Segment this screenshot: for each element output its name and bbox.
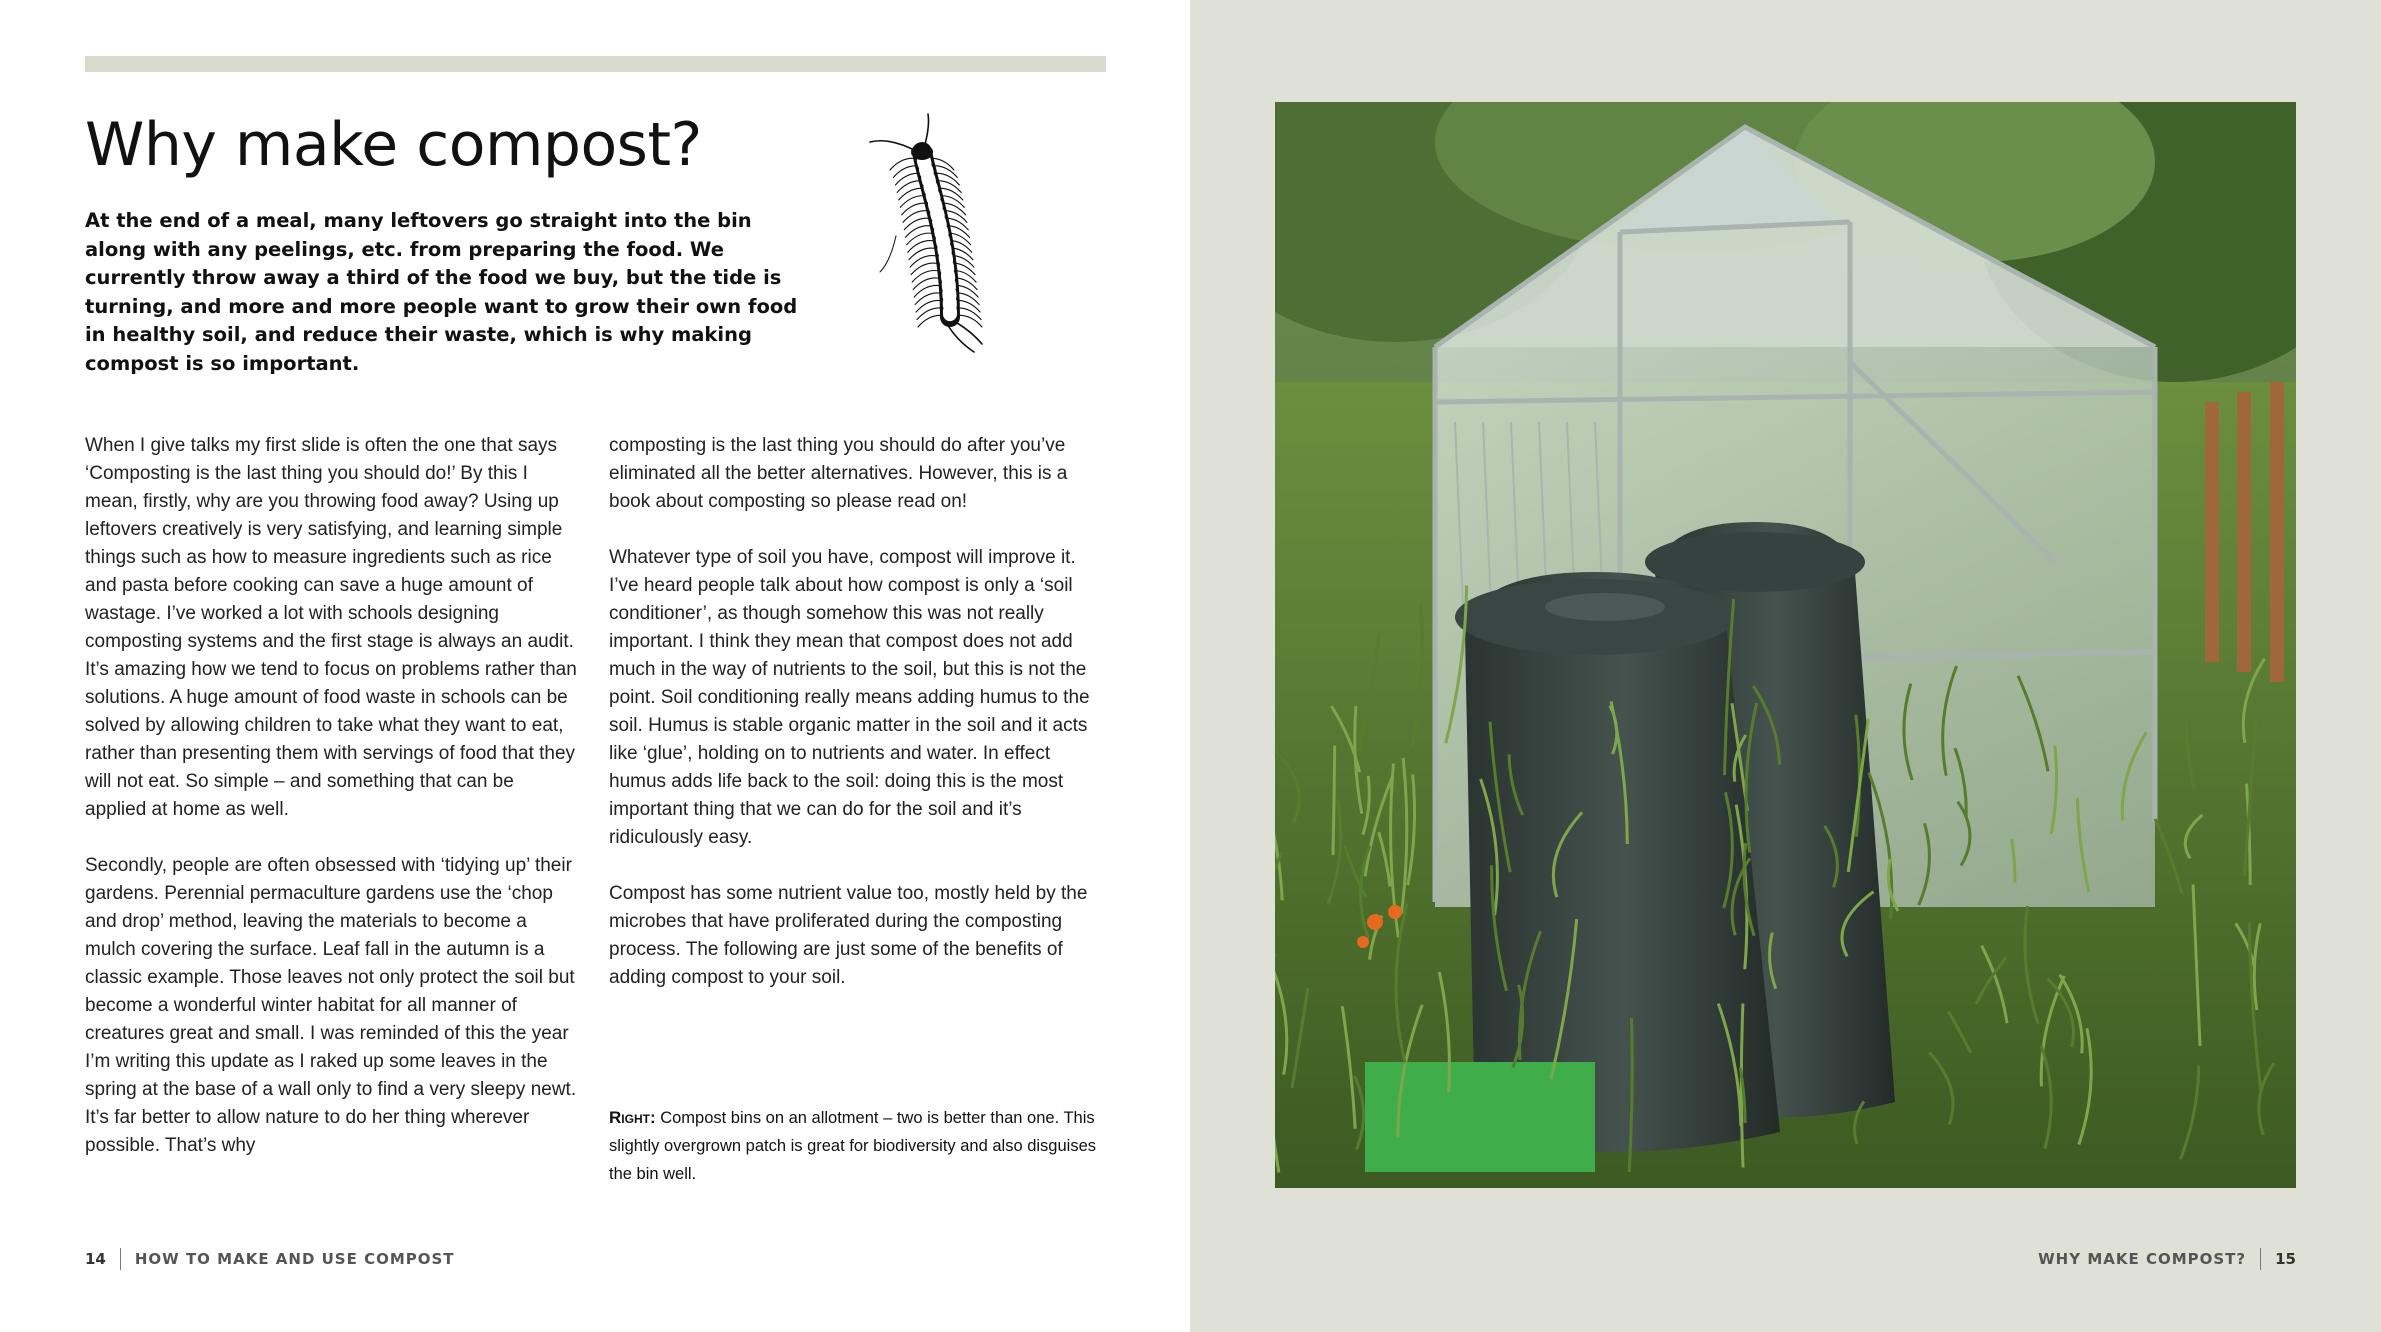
running-head: WHY MAKE COMPOST? [2038, 1250, 2247, 1268]
body-paragraph: Secondly, people are often obsessed with ‘tidying up’ their gardens. Perennial permaculture gardens use the ‘chop and drop’ method, leaving the materials to become a mulch covering the surface. Leaf fall in the autumn is a classic example. Those leaves not only protect the soil but become a wonderful winter habitat for all manner of creatures great and small. I was reminded of this the year I’m writing this update as I raked up some leaves in the spring at the base of a wall only to find a very sleepy newt. It’s far better to allow nature to do her thing wherever possible. That’s why [85, 855, 577, 1156]
photo-caption [609, 1104, 1109, 1188]
page-number: 15 [2275, 1250, 2296, 1268]
compost-bins-greenhouse-photo [1275, 102, 2296, 1188]
body-column-2 [609, 432, 1104, 1020]
body-paragraph: composting is the last thing you should do after you’ve eliminated all the better alternatives. However, this is a book about composting so please read on! [609, 435, 1068, 512]
page-number: 14 [85, 1250, 106, 1268]
footer-divider [2260, 1248, 2261, 1270]
caption-text: Compost bins on an allotment – two is better than one. This slightly overgrown patch is great for biodiversity and also disguises the bin well. [609, 1109, 1096, 1183]
centipede-illustration-icon [860, 112, 1020, 357]
top-rule [85, 56, 1106, 72]
page-title: Why make compost? [85, 110, 702, 180]
running-head: HOW TO MAKE AND USE COMPOST [134, 1250, 455, 1268]
left-page [0, 0, 1190, 1332]
body-paragraph: Compost has some nutrient value too, mostly held by the microbes that have proliferated during the composting process. The following are just some of the benefits of adding compost to your soil. [609, 883, 1088, 988]
body-column-1 [85, 432, 580, 1188]
footer-right [2038, 1248, 2296, 1270]
footer-divider [120, 1248, 121, 1270]
body-paragraph: Whatever type of soil you have, compost will improve it. I’ve heard people talk about how compost is only a ‘soil conditioner’, as though somehow this was not really important. I think they mean that compost does not add much in the way of nutrients to the soil, but this is not the point. Soil conditioning really means adding humus to the soil. Humus is stable organic matter in the soil and it acts like ‘glue’, holding on to nutrients and water. In effect humus adds life back to the soil: doing this is the most important thing that we can do for the soil and it’s ridiculously easy. [609, 547, 1090, 848]
footer-left [85, 1248, 455, 1270]
caption-label: Right: [609, 1108, 656, 1127]
intro-paragraph: At the end of a meal, many leftovers go straight into the bin along with any peelings, etc. from preparing the food. We currently throw away a third of the food we buy, but the tide is turning, and more and more people want to grow their own food in healthy soil, and reduce their waste, which is why making compost is so important. [85, 209, 798, 375]
body-paragraph: When I give talks my first slide is often the one that says ‘Composting is the last thing you should do!’ By this I mean, firstly, why are you throwing food away? Using up leftovers creatively is very satisfying, and learning simple things such as how to measure ingredients such as rice and pasta before cooking can save a huge amount of wastage. I’ve worked a lot with schools designing composting systems and the first stage is always an audit. It’s amazing how we tend to focus on problems rather than solutions. A huge amount of food waste in schools can be solved by allowing children to take what they want to eat, rather than presenting them with servings of food that they will not eat. So simple – and something that can be applied at home as well. [85, 435, 577, 820]
